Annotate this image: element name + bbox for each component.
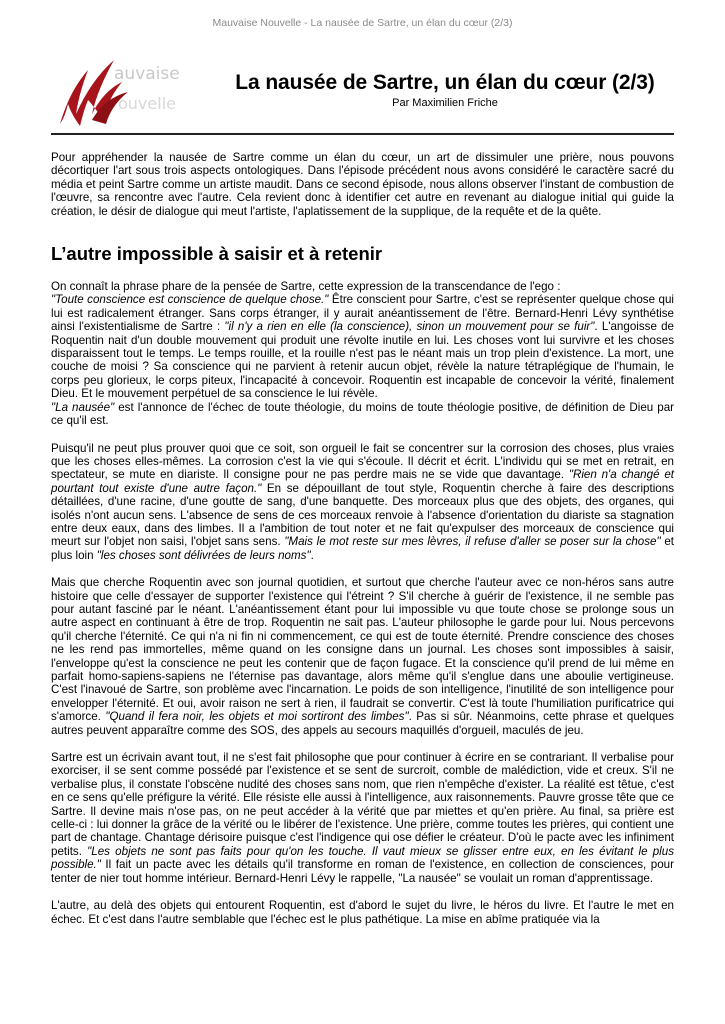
quote: "Quand il fera noir, les objets et moi sortiront des limbes" — [105, 710, 409, 724]
text-run: On connaît la phrase phare de la pensée de Sartre, cette expression de la transcendance de l'ego : — [51, 280, 561, 294]
paragraph-3 — [51, 576, 674, 737]
logo-text-bottom: ouvelle — [118, 94, 176, 113]
quote: "La nausée" — [51, 400, 115, 414]
text-run: . — [310, 548, 314, 562]
text-run: et plus loin — [51, 535, 675, 562]
header-divider — [51, 133, 674, 135]
text-run: En se dépouillant de tout style, Roquentin cherche à faire des descriptions détaillées, d'une racine, d'une goutte de sang, d'une banquette. Des morceaux plus que des objets, des organes, qui isolés n'ont aucun sens. L'absence de sens de ces morceaux renvoie à l'absence d'orientation du diariste sa stagnation entre deux eaux, dans des limbes. Il a l'ambition de tout noter et ne fait qu'expulser des morceaux de conscience qui meurt sur l'objet non saisi, l'objet sans sens. — [51, 481, 674, 549]
site-logo[interactable] — [52, 52, 202, 130]
quote: "Les objets ne sont pas faits pour qu'on les touche. Il vaut mieux se glisser entre eux, en les évitant le plus possible." — [51, 844, 675, 872]
article-title: La nausée de Sartre, un élan du cœur (2/3) — [235, 71, 655, 94]
quote: "Mais le mot reste sur mes lèvres, il refuse d'aller se poser sur la chose" — [284, 535, 661, 549]
article-byline: Par Maximilien Friche — [392, 97, 498, 109]
paragraph-5: L'autre, au delà des objets qui entourent Roquentin, est d'abord le sujet du livre, le héros du livre. Et l'autre le met en échec. Et c'est dans l'autre semblable que l'échec est le plus pathétique. La mise en abîme pratiquée via la — [51, 899, 674, 926]
paragraph-4 — [51, 751, 674, 885]
paragraph-2 — [51, 442, 674, 563]
logo-text-top: auvaise — [114, 64, 180, 84]
text-run: Sartre est un écrivain avant tout, il ne s'est fait philosophe que pour continuer à écrire en se contrariant. Il verbalise pour exorciser, il se sent comme possédé par l'existence et se sent de surcroit, comble de malédiction, vide et creux. S'il ne verbalise plus, il constate l'obscène nudité des choses sans nom, que rien n'empêche d'exister. La réalité est têtue, c'est en ce sens qu'elle préfigure la vérité. Elle résiste elle aussi à l'intelligence, aux raisonnements. Pauvre grosse tête que ce Sartre. Il devine mais n'ose pas, on ne peut accéder à la vérité que par miettes et qu'en prière. Au final, sa prière est celle-ci : lui donner la grâce de la vérité ou le libérer de l'existence. Une prière, comme toutes les prières, qui contient une part de chantage. Chantage dérisoire puisque c'est l'indigence qui ose défier le créateur. D'où le pacte avec les infiniment petits. — [51, 751, 674, 858]
text-run: Mais que cherche Roquentin avec son journal quotidien, et surtout que cherche l'auteur avec ce non-héros sans autre histoire que celle d'essayer de supporter l'existence qui l'étreint ? S'il cherche à guérir de l'existence, il ne semble pas pour autant fasciné par le néant. L'anéantissement étant pour lui impossible vu que toute chose se prolonge sous un autre aspect en continuant à être de trop. Roquentin ne sait pas. L'auteur philosophe le garde pour lui. Nous percevons qu'il cherche l'éternité. Ce qui n'a ni fin ni commencement, ce qui est de toute éternité. Prendre conscience des choses ne les rend pas immortelles, même quand on les consigne dans un journal. Les choses sont impossibles à saisir, l'enveloppe qu'est la conscience ne peut les contenir que de façon fugace. Et la conscience qu'il prend de lui même en parfait homo-sapiens-sapiens ne l'éternise pas davantage, alors même qu'il s'englue dans une aboulie vertigineuse. C'est l'inavoué de Sartre, son problème avec l'incarnation. Le poids de son intelligence, l'inutilité de son intelligence pour envelopper l'éternité. Et oui, avoir raison ne sert à rien, il faudrait se convertir. C'est là toute l'humiliation purificatrice qui s'amorce. — [51, 576, 674, 724]
text-run: Être conscient pour Sartre, c'est se représenter quelque chose qui lui est radicalement étranger. Sans corps étranger, il y aurait anéantissement de l'être. Bernard-Henri Lévy synthétise ainsi l'existentialisme de Sartre : — [51, 293, 674, 334]
quote: "les choses sont délivrées de leurs noms" — [96, 548, 311, 562]
text-run: est l'annonce de l'échec de toute théologie, du moins de toute théologie positive, de définition de Dieu par ce qu'il est. — [51, 400, 674, 428]
running-header: Mauvaise Nouvelle - La nausée de Sartre, un élan du cœur (2/3) — [212, 17, 513, 29]
text-run: . L'angoisse de Roquentin nait d'un double mouvement qui produit une révolte inutile en lui. Les choses vont lui survivre et les choses disparaissent tout le temps. Le temps rouille, et la rouille n'est pas le néant mais un trop plein d'existence. La mort, une couche de moisi ? Sa conscience qui ne parvient à retenir aucun objet, révèle la nature tétraplégique de l'humain, le corps peu glorieux, le corps piteux, l'incapacité à concevoir. Roquentin est incapable de concevoir la vérité, finalement Dieu. Et le mouvement perpétuel de sa conscience le lui révèle. — [51, 320, 674, 401]
text-run: . Pas si sûr. Néanmoins, cette phrase et quelques autres peuvent apparaître comme des SOS, des appels au secours maquillés d'orgueil, maculés de jeu. — [51, 710, 674, 737]
text-run: Il fait un pacte avec les détails qu'il transforme en roman de l'existence, en collection de consciences, pour tenter de nier tout homme intérieur. Bernard-Henri Lévy le rappelle, "La nausée" se voulait un roman d'apprentissage. — [51, 858, 674, 885]
mauvaise-nouvelle-logo-icon — [52, 52, 202, 130]
text-run: Puisqu'il ne peut plus prouver quoi que ce soit, son orgueil le fait se concentrer sur la corrosion des choses, plus vraies que les choses elles-mêmes. La corrosion c'est la vie qui s'écoule. Il décrit et écrit. L'individu qui se met en retrait, en spectateur, se mute en diariste. Il consigne pour ne pas perdre mais ne se vide que davantage. — [51, 441, 674, 482]
paragraph-1 — [51, 280, 674, 427]
intro-paragraph: Pour appréhender la nausée de Sartre comme un élan du cœur, un art de dissimuler une prière, nous pouvons décortiquer l'art sous trois aspects ontologiques. Dans l'épisode précédent nous avons considéré le caractère sacré du média et peint Sartre comme un artiste maudit. Dans ce second épisode, nous allons observer l'instant de combustion de l'œuvre, sa rencontre avec l'autre. Cela revient donc à identifier cet autre en revenant au dialogue initial qui guide la création, le désir de dialogue qui meut l'artiste, l'aplatissement de la supplique, de la requête et de la quête. — [51, 151, 674, 218]
quote: "il n'y a rien en elle (la conscience), sinon un mouvement pour se fuir" — [224, 320, 595, 334]
section-heading: L’autre impossible à saisir et à retenir — [51, 243, 383, 265]
quote: "Toute conscience est conscience de quelque chose." — [51, 293, 329, 307]
article-header — [205, 70, 685, 110]
quote: "Rien n'a changé et pourtant tout existe d'une autre façon." — [51, 468, 674, 495]
article-body — [51, 151, 674, 940]
